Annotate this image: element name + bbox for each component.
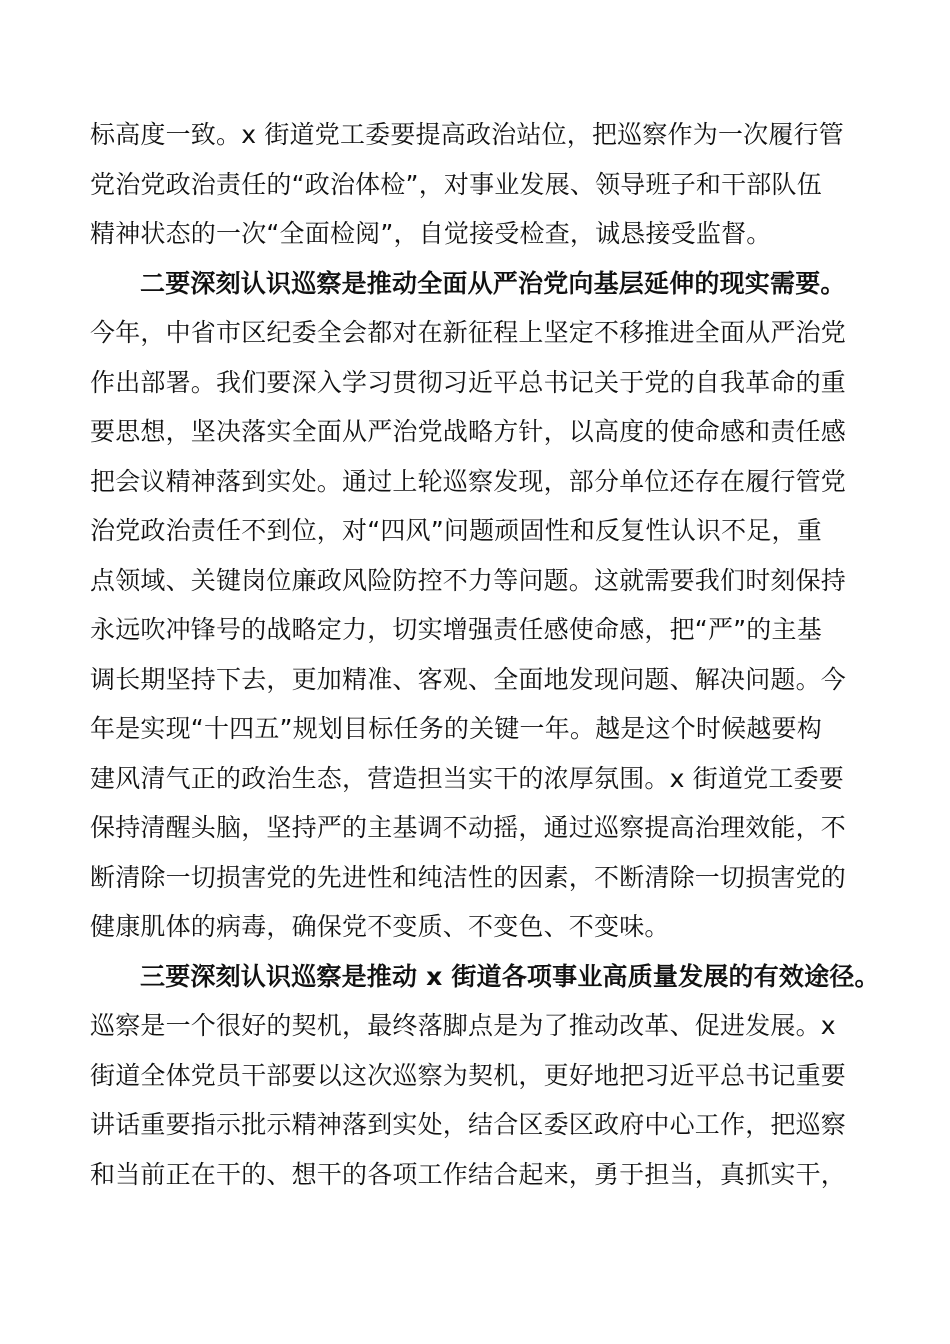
- text-line: 作出部署。我们要深入学习贯彻习近平总书记关于党的自我革命的重: [90, 367, 847, 397]
- text-line: 巡察是一个很好的契机，最终落脚点是为了推动改革、促进发展。x: [90, 1011, 836, 1040]
- section-heading-3: 三要深刻认识巡察是推动 x 街道各项事业高质量发展的有效途径。: [140, 961, 880, 991]
- text-line: 保持清醒头脑，坚持严的主基调不动摇，通过巡察提高治理效能，不: [90, 813, 847, 842]
- text-line: 精神状态的一次“全面检阅”，自觉接受检查，诚恳接受监督。: [90, 219, 772, 248]
- text-line: 点领域、关键岗位廉政风险防控不力等问题。这就需要我们时刻保持: [90, 565, 847, 595]
- text-line: 要思想，坚决落实全面从严治党战略方针，以高度的使命感和责任感: [90, 417, 847, 446]
- text-line: 断清除一切损害党的先进性和纯洁性的因素，不断清除一切损害党的: [90, 862, 847, 892]
- section-heading-2: 二要深刻认识巡察是推动全面从严治党向基层延伸的现实需要。: [140, 268, 846, 298]
- text-line: 治党政治责任不到位，对“四风”问题顽固性和反复性认识不足，重: [90, 516, 822, 545]
- text-line: 年是实现“十四五”规划目标任务的关键一年。越是这个时候越要构: [90, 714, 822, 743]
- text-line: 讲话重要指示批示精神落到实处，结合区委区政府中心工作，把巡察: [90, 1110, 847, 1139]
- text-line: 永远吹冲锋号的战略定力，切实增强责任感使命感，把“严”的主基: [90, 615, 822, 644]
- text-line: 今年，中省市区纪委全会都对在新征程上坚定不移推进全面从严治党: [90, 318, 847, 347]
- text-line: 党治党政治责任的“政治体检”，对事业发展、领导班子和干部队伍: [90, 169, 822, 199]
- text-line: 街道全体党员干部要以这次巡察为契机，更好地把习近平总书记重要: [90, 1060, 847, 1090]
- text-line: 把会议精神落到实处。通过上轮巡察发现，部分单位还存在履行管党: [90, 466, 847, 496]
- text-line: 建风清气正的政治生态，营造担当实干的浓厚氛围。x 街道党工委要: [90, 763, 844, 793]
- text-line: 标高度一致。x 街道党工委要提高政治站位，把巡察作为一次履行管: [90, 120, 844, 149]
- text-line: 和当前正在干的、想干的各项工作结合起来，勇于担当，真抓实干，: [90, 1159, 847, 1189]
- text-line: 调长期坚持下去，更加精准、客观、全面地发现问题、解决问题。今: [90, 664, 847, 694]
- text-line: 健康肌体的病毒，确保党不变质、不变色、不变味。: [90, 912, 670, 941]
- body-text: [90, 110, 880, 1199]
